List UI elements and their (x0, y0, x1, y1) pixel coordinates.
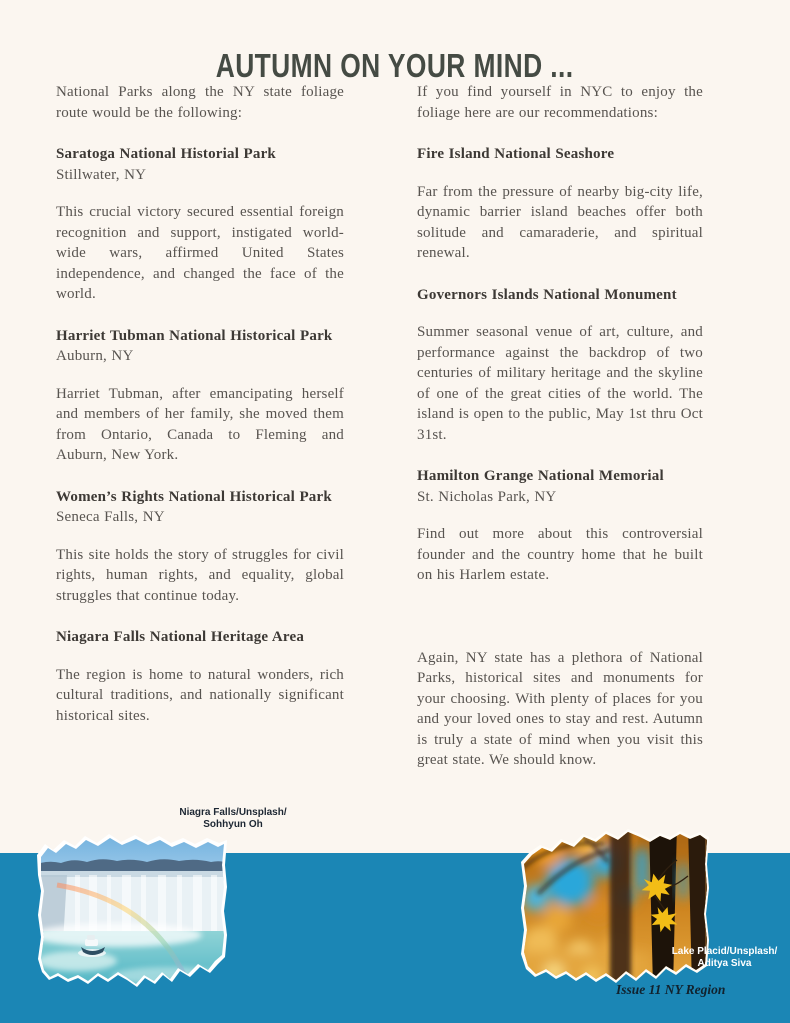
section-heading: Fire Island National Seashore (417, 146, 615, 162)
section-fire-island (417, 144, 703, 264)
right-column (417, 82, 703, 771)
section-womens-rights (56, 487, 344, 607)
section-heading: Governors Islands National Monument (417, 286, 677, 303)
section-harriet-tubman (56, 326, 344, 466)
closing-paragraph: Again, NY state has a plethora of National Parks, historical sites and monuments for your choosing. With plenty of places for you and your loved ones to stay and rest. Autumn is truly a state of mind when you visit this great state. We should know. (417, 649, 703, 768)
section-heading: Hamilton Grange National Memorial (417, 468, 664, 484)
section-saratoga (56, 144, 344, 305)
niagara-photo-caption (158, 807, 308, 830)
section-body: This crucial victory secured essential foreign recognition and support, instigated world-wide wars, affirmed United States independence, and changed the face of the world. (56, 204, 344, 302)
niagara-falls-image (37, 831, 228, 990)
caption-line-1: Niagra Falls/Unsplash/ (179, 807, 287, 818)
section-heading: Niagara Falls National Heritage Area (56, 629, 305, 645)
issue-label: Issue 11 NY Region (616, 982, 726, 997)
section-heading: Saratoga National Historial Park (56, 146, 276, 162)
page-title-text: AUTUMN ON YOUR MIND ... (216, 47, 574, 85)
section-body: Find out more about this controversial founder and the country home that he built on his Harlem estate. (417, 526, 703, 583)
section-body: The region is home to natural wonders, rich cultural traditions, and nationally significant historical sites. (56, 666, 344, 724)
caption-line-1: Lake Placid/Unsplash/ (671, 946, 778, 957)
section-location: Auburn, NY (56, 348, 134, 364)
section-location: Seneca Falls, NY (56, 509, 165, 525)
caption-line-2: Aditya Siva (697, 957, 752, 969)
section-heading: Harriet Tubman National Historical Park (56, 327, 333, 344)
section-body: Far from the pressure of nearby big-city life, dynamic barrier island beaches offer both solitude and camaraderie, and spiritual renewal. (417, 183, 703, 261)
section-body: This site holds the story of struggles for civil rights, human rights, and equality, global struggles that continue today. (56, 546, 344, 604)
section-niagara-falls (56, 627, 344, 726)
left-intro-paragraph: National Parks along the NY state foliage route would be the following: (56, 84, 344, 121)
right-intro-paragraph: If you find yourself in NYC to enjoy the foliage here are our recommendations: (417, 84, 703, 121)
lake-placid-photo-caption (652, 946, 790, 969)
niagara-falls-photo (37, 831, 228, 990)
section-body: Summer seasonal venue of art, culture, and performance against the backdrop of two centuries of military heritage and the skyline of one of the great cities of the world. The island is open to the public, May 1st thru Oct 31st. (417, 324, 703, 443)
page-title (0, 46, 790, 86)
section-hamilton-grange (417, 466, 703, 586)
left-column (56, 82, 344, 726)
caption-line-2: Sohhyun Oh (203, 818, 263, 830)
section-governors-island (417, 285, 703, 446)
section-heading: Women’s Rights National Historical Park (56, 488, 332, 505)
section-body: Harriet Tubman, after emancipating herself and members of her family, she moved them from Ontario, Canada to Fleming and Auburn, New York. (56, 385, 344, 463)
section-location: Stillwater, NY (56, 166, 147, 183)
section-location: St. Nicholas Park, NY (417, 488, 557, 505)
